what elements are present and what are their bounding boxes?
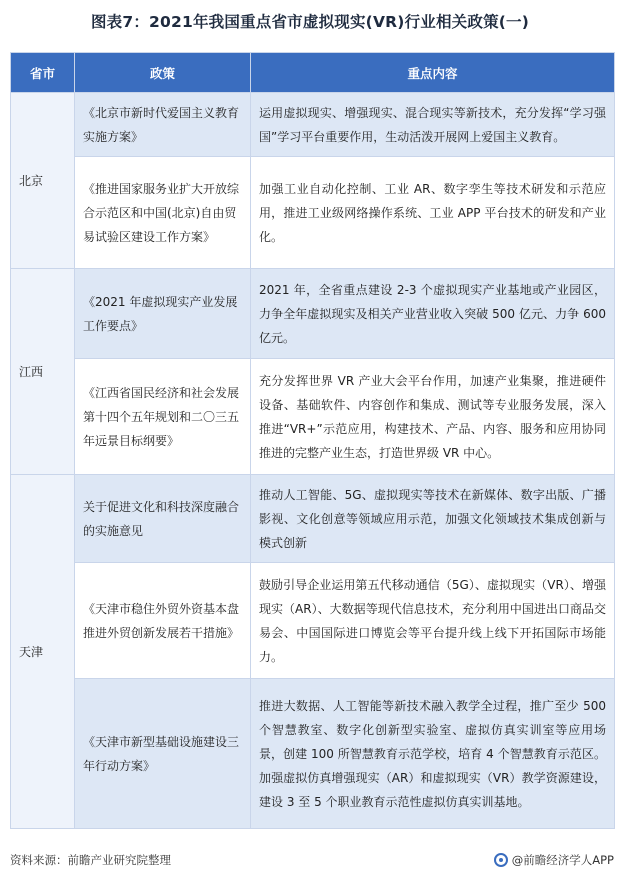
key-content-cell: 运用虚拟现实、增强现实、混合现实等新技术，充分发挥“学习强国”学习平台重要作用，生动活泼开展网上爱国主义教育。 [251, 93, 615, 157]
policy-cell: 《江西省国民经济和社会发展第十四个五年规划和二〇三五年远景目标纲要》 [75, 359, 251, 475]
policy-table [10, 52, 615, 829]
page-title: 图表7：2021年我国重点省市虚拟现实(VR)行业相关政策(一) [90, 13, 530, 31]
source-note: 资料来源：前瞻产业研究院整理 [10, 853, 171, 867]
brand-logo-icon [494, 853, 508, 867]
policy-cell: 《天津市稳住外贸外资基本盘推进外贸创新发展若干措施》 [75, 563, 251, 679]
header-city: 省市 [11, 53, 75, 93]
key-content-cell: 鼓励引导企业运用第五代移动通信（5G）、虚拟现实（VR）、增强现实（AR）、大数据等现代信息技术，充分利用中国进出口商品交易会、中国国际进口博览会等平台提升线上线下开拓国际市场能力。 [251, 563, 615, 679]
header-key: 重点内容 [251, 53, 615, 93]
policy-cell: 《2021 年虚拟现实产业发展工作要点》 [75, 269, 251, 359]
key-content-cell: 2021 年，全省重点建设 2-3 个虚拟现实产业基地或产业园区，力争全年虚拟现实及相关产业营业收入突破 500 亿元、力争 600 亿元。 [251, 269, 615, 359]
table-row [11, 359, 615, 475]
key-content-cell: 推进大数据、人工智能等新技术融入教学全过程，推广至少 500 个智慧教室、数字化创新型实验室、虚拟仿真实训室等应用场景，创建 100 所智慧教育示范学校，培育 4 个智慧教育示范区。加强虚拟仿真增强现实（AR）和虚拟现实（VR）教学资源建设，建设 3 至 5 个职业教育示范性虚拟仿真实训基地。 [251, 679, 615, 829]
table-row [11, 157, 615, 269]
policy-cell: 《北京市新时代爱国主义教育实施方案》 [75, 93, 251, 157]
city-cell: 北京 [11, 93, 75, 269]
table-row [11, 563, 615, 679]
key-content-cell: 推动人工智能、5G、虚拟现实等技术在新媒体、数字出版、广播影视、文化创意等领域应用示范，加强文化领域技术集成创新与模式创新 [251, 475, 615, 563]
policy-cell: 《天津市新型基础设施建设三年行动方案》 [75, 679, 251, 829]
key-content-cell: 加强工业自动化控制、工业 AR、数字孪生等技术研发和示范应用，推进工业级网络操作系统、工业 APP 平台技术的研发和产业化。 [251, 157, 615, 269]
policy-cell: 关于促进文化和科技深度融合的实施意见 [75, 475, 251, 563]
brand-text: @前瞻经济学人APP [511, 853, 614, 867]
table-row [11, 269, 615, 359]
city-cell: 天津 [11, 475, 75, 829]
policy-cell: 《推进国家服务业扩大开放综合示范区和中国(北京)自由贸易试验区建设工作方案》 [75, 157, 251, 269]
table-row [11, 679, 615, 829]
table-header-row [11, 53, 615, 93]
city-cell: 江西 [11, 269, 75, 475]
brand-credit [494, 852, 614, 868]
key-content-cell: 充分发挥世界 VR 产业大会平台作用，加速产业集聚，推进硬件设备、基础软件、内容创作和集成、测试等专业服务发展，深入推进“VR+”示范应用，构建技术、产品、内容、服务和应用协同推进的完整产业生态，打造世界级 VR 中心。 [251, 359, 615, 475]
header-policy: 政策 [75, 53, 251, 93]
footer [10, 850, 614, 870]
table-row [11, 93, 615, 157]
table-row [11, 475, 615, 563]
